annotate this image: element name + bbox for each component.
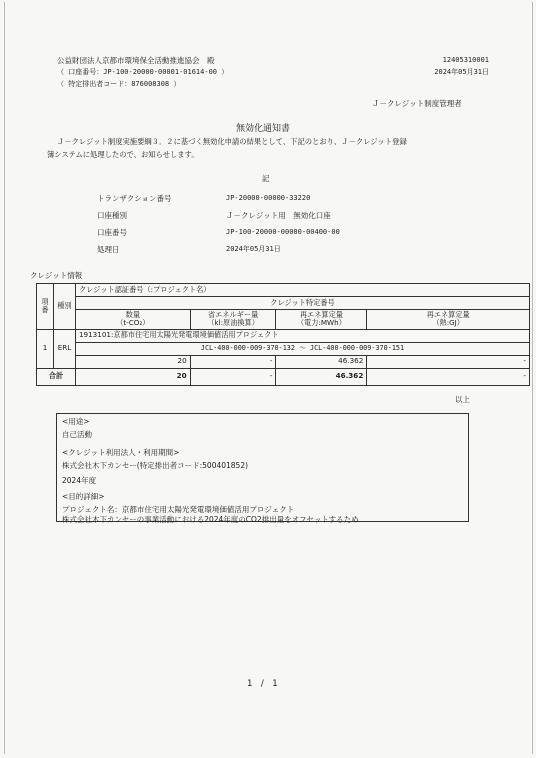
row-energy-saving: -: [190, 355, 276, 368]
doc-number: 12405310001: [442, 56, 489, 64]
header-quantity: 数量 （t-CO₂）: [75, 310, 190, 330]
notes-purpose-label: <用途>: [62, 417, 90, 426]
notes-detail-1: プロジェクト名：京都市住宅用太陽光発電環境価値活用プロジェクト: [62, 505, 295, 514]
detail-value-processing-date: 2024年05月31日: [226, 245, 281, 253]
header-cert-number: クレジット認証番号（:プロジェクト名）: [75, 284, 529, 297]
total-label: 合計: [37, 368, 76, 385]
total-quantity: 20: [75, 368, 190, 385]
row-renewable-heat: -: [367, 355, 530, 368]
ijou-closing: 以上: [455, 395, 470, 404]
recipient-account: （ 口座番号：JP-100-20000-00001-01614-00 ）: [57, 68, 229, 76]
credit-table: [36, 283, 530, 386]
notes-user: 株式会社木下カンセー(特定排出者コード:500401852): [62, 461, 249, 470]
detail-value-transaction: JP-20000-00000-33220: [226, 194, 311, 202]
notes-period: 2024年度: [62, 476, 97, 485]
recipient-emitter-code: （ 特定排出者コード：876008308 ）: [57, 80, 181, 88]
row-renewable-power: 46.362: [276, 355, 367, 368]
notes-purpose: 自己活動: [62, 430, 92, 439]
row-item-no: 1: [37, 329, 54, 368]
page-title: 無効化通知書: [236, 124, 291, 134]
row-type: ERL: [53, 329, 75, 368]
row-quantity: 20: [75, 355, 190, 368]
detail-label-processing-date: 処理日: [97, 245, 120, 254]
total-energy-saving: -: [190, 368, 276, 385]
header-renewable-power: 再エネ算定量 （電力:MWh）: [276, 310, 367, 330]
total-renewable-power: 46.362: [276, 368, 367, 385]
header-item-no: 項番: [37, 284, 54, 330]
total-renewable-heat: -: [367, 368, 530, 385]
detail-label-account-number: 口座番号: [97, 228, 127, 237]
notes-user-label: <クレジット利用法人・利用期間>: [62, 448, 180, 457]
ki-heading: 記: [262, 174, 270, 183]
detail-value-account-number: JP-100-20000-00000-00400-00: [226, 228, 340, 236]
issuer: Ｊ－クレジット制度管理者: [372, 99, 462, 108]
notes-box: [56, 413, 469, 522]
detail-label-account-type: 口座種別: [97, 211, 127, 220]
detail-label-transaction: トランザクション番号: [97, 194, 172, 203]
notes-detail-2: 株式会社木下カンセーの事業活動における2024年度のCO2排出量をオフセットするため: [62, 515, 359, 524]
page-number: 1 / 1: [247, 679, 278, 689]
detail-value-account-type: Ｊ－クレジット用 無効化口座: [226, 211, 331, 220]
intro-line-1: Ｊ－クレジット制度実施要綱３．２に基づく無効化申請の結果として、下記のとおり、Ｊ－クレジット登録: [57, 137, 407, 146]
row-project: 1913101:京都市住宅用太陽光発電環境価値活用プロジェクト: [75, 329, 529, 342]
recipient-org: 公益財団法人京都市環境保全活動推進協会 殿: [57, 56, 215, 65]
credit-info-label: クレジット情報: [30, 271, 83, 280]
row-specific-range: JCL-400-000-009-370-132 ～ JCL-400-000-009-370-151: [75, 342, 529, 355]
header-type: 種別: [53, 284, 75, 330]
notes-detail-label: <目的詳細>: [62, 492, 105, 501]
header-energy-saving: 省エネルギー量 （kl:原油換算）: [190, 310, 276, 330]
intro-line-2: 簿システムに処理したので、お知らせします。: [47, 150, 199, 159]
doc-date: 2024年05月31日: [434, 68, 489, 76]
header-renewable-heat: 再エネ算定量 （熱:GJ）: [367, 310, 530, 330]
header-specific-number: クレジット特定番号: [75, 297, 529, 310]
